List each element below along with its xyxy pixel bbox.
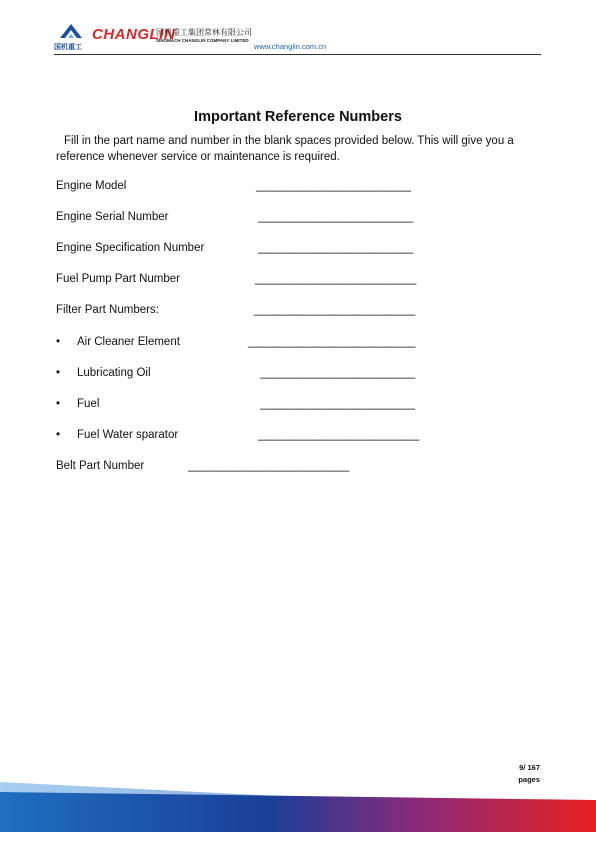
company-logo-icon bbox=[58, 22, 84, 40]
field-label: Engine Specification Number bbox=[56, 242, 205, 254]
company-name-chinese: 国机重工集团常林有限公司 bbox=[156, 28, 252, 37]
bullet: • bbox=[56, 367, 61, 379]
brand-wordmark: CHANGLIN bbox=[92, 26, 176, 43]
fill-in-blank[interactable]: ___________________________ bbox=[248, 336, 416, 348]
field-label: Fuel bbox=[77, 398, 100, 410]
field-label: Filter Part Numbers: bbox=[56, 304, 159, 316]
bullet: • bbox=[56, 336, 61, 348]
field-label: Air Cleaner Element bbox=[77, 336, 180, 348]
field-label: Fuel Pump Part Number bbox=[56, 273, 180, 285]
website-link[interactable]: www.changlin.com.cn bbox=[254, 42, 327, 51]
page-count: 9/ 167 bbox=[519, 763, 540, 772]
field-label: Belt Part Number bbox=[56, 460, 145, 472]
page-title: Important Reference Numbers bbox=[194, 109, 402, 125]
field-label: Engine Model bbox=[56, 180, 127, 192]
fill-in-blank[interactable]: __________________________ bbox=[188, 460, 350, 472]
page-unit: pages bbox=[518, 775, 540, 784]
fill-in-blank[interactable]: _________________________ bbox=[260, 398, 415, 410]
bullet: • bbox=[56, 398, 61, 410]
fill-in-blank[interactable]: __________________________ bbox=[254, 304, 416, 316]
fill-in-blank[interactable]: __________________________ bbox=[255, 273, 417, 285]
footer-band bbox=[0, 770, 596, 842]
intro-paragraph: Fill in the part name and number in the blank spaces provided below. This will give you a reference whenever service or maintenance is required. bbox=[56, 135, 514, 163]
fill-in-blank[interactable]: _________________________ bbox=[258, 211, 413, 223]
header-divider bbox=[54, 54, 541, 55]
fill-in-blank[interactable]: _________________________ bbox=[258, 242, 413, 254]
field-label: Engine Serial Number bbox=[56, 211, 169, 223]
field-label: Lubricating Oil bbox=[77, 367, 151, 379]
fill-in-blank[interactable]: _________________________ bbox=[256, 180, 411, 192]
fill-in-blank[interactable]: _________________________ bbox=[260, 367, 415, 379]
fill-in-blank[interactable]: __________________________ bbox=[258, 429, 420, 441]
bullet: • bbox=[56, 429, 61, 441]
company-name-english: SINOMACH CHANGLIN COMPANY LIMITED bbox=[156, 38, 249, 43]
field-label: Fuel Water sparator bbox=[77, 429, 179, 441]
logo-subtitle: 国机重工 bbox=[54, 44, 82, 51]
page-header bbox=[0, 0, 596, 60]
